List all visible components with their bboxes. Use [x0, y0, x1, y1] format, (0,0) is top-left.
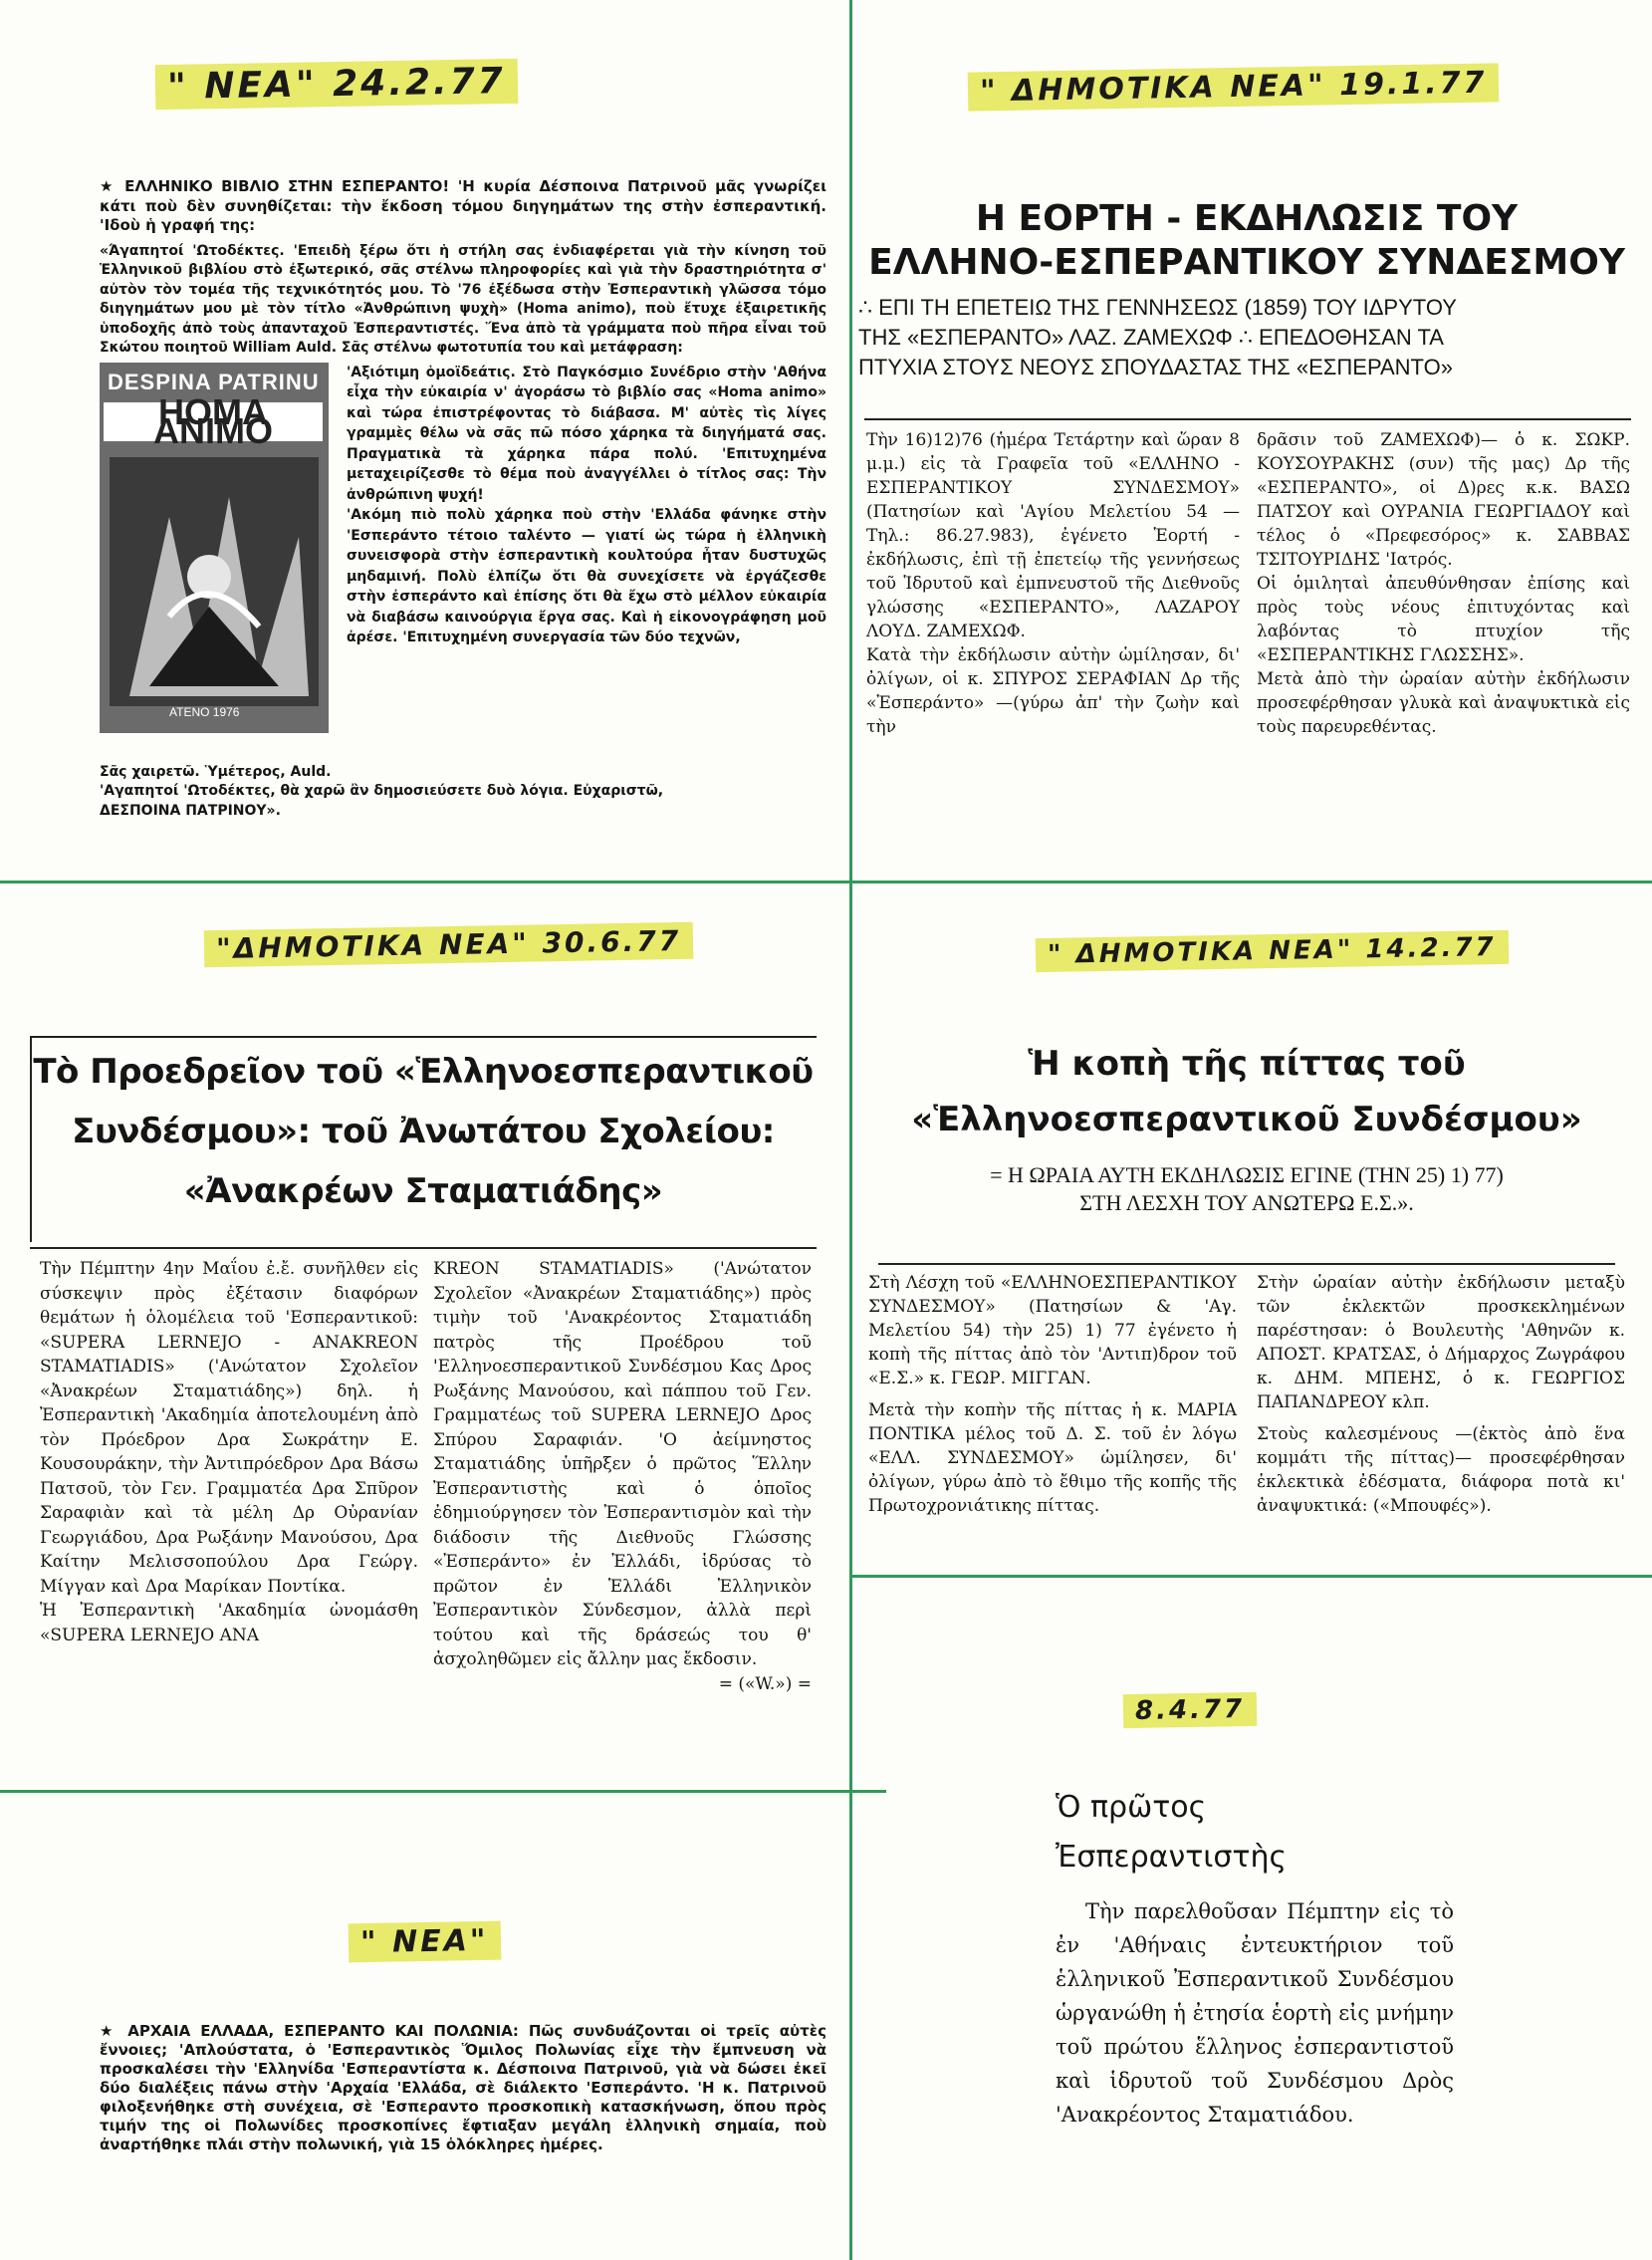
clip-closing: Σᾶς χαιρετῶ. Ὑμέτερος, Auld. — [100, 763, 332, 780]
article-headline-line2: Συνδέσμου»: τοῦ Ἀνωτάτου Σχολείου: — [72, 1112, 775, 1151]
clip-date-label: 8.4.77 — [1123, 1692, 1258, 1728]
clip-headline: ★ ΑΡΧΑΙΑ ΕΛΛΑΔΑ, ΕΣΠΕΡΑΝΤΟ ΚΑΙ ΠΟΛΩΝΙΑ: — [100, 2022, 519, 2040]
article-subhead-1: ∴ ΕΠΙ ΤΗ ΕΠΕΤΕΙΩ ΤΗΣ ΓΕΝΝΗΣΕΩΣ (1859) ΤΟΥ ΙΔΡΥΤΟΥ — [858, 295, 1457, 320]
article-headline-line1: Η ΕΟΡΤΗ - ΕΚΔΗΛΩΣΙΣ ΤΟΥ — [975, 198, 1519, 239]
clip-paragraph: «Άγαπητοί 'Ωτοδέκτες. 'Επειδὴ ξέρω ὅτι ἡ στήλη σας ἐνδιαφέρεται γιὰ τὴν κίνηση τοῦ Ἑλληνικοῦ βιβλίου στὸ ἐξωτερικό, σᾶς στέλνω πληροφορίες καὶ γιὰ τὴν δραστηριότητα σ' αὐτὸν τὸν τομέα τῆς τεχνικότητός μου. Τὸ '76 ἐξέδωσα στὴν Ἐσπεραντικὴ γλῶσσα τόμο διηγημάτων μου μὲ τὸν τίτλο «Ἀνθρώπινη ψυχὴ» (Homa animo), ποὺ ἔτυχε ἐξαιρετικῆς ὑποδοχῆς ἀπὸ τοὺς ἀπανταχοῦ Ἐσπεραντιστές. Ἕνα ἀπὸ τὰ γράμματα ποὺ πῆρα εἶναι τοῦ Σκώτου ποιητοῦ William Auld. Σᾶς στέλνω φωτοτυπία του καὶ μετάφραση: — [100, 242, 826, 356]
article-col1: Τὴν 16)12)76 (ἡμέρα Τετάρτην καὶ ὥραν 8 μ.μ.) εἰς τὰ Γραφεῖα τοῦ «ΕΛΛΗΝΟ - ΕΣΠΕΡΑΝΤΙΚΟΥ ΣΥΝΔΕΣΜΟΥ» (Πατησίων καὶ 'Αγίου Μελετίου 54 — Τηλ.: 86.27.983), ἐγένετο Ἑορτή - ἐκδήλωσις, ἐπὶ τῇ ἐπετείῳ τῆς γεννήσεως τοῦ Ἱδρυτοῦ καὶ ἐμπνευστοῦ τῆς Διεθνοῦς γλώσσης «ΕΣΠΕΡΑΝΤΟ», ΛΑΖΑΡΟΥ ΛΟΥΔ. ΖΑΜΕΧΩΦ. — [866, 430, 1240, 641]
clip-date-label: " ΝΕΑ" — [349, 1921, 501, 1963]
article-col1: Τὴν Πέμπτην 4ην Μαΐου ἐ.ἔ. συνῆλθεν εἰς σύσκεψιν πρὸς ἐξέτασιν διαφόρων θεμάτων ἡ ὁλομέλεια τοῦ 'Εσπεραντικοῦ: «SUPERA LERNEJO - ANAKREON STAMATIADIS» ('Ανώτατον Σχολεῖον «Ἀνακρέων Σταματιάδης») δηλ. ἡ Ἐσπεραντικὴ 'Ακαδημία ἀποτελουμένη ἀπὸ τὸν Πρόεδρον Δρα Σωκράτην Ε. Κουσουράκην, τὴν Ἀντιπρόεδρον Δρα Βάσω Πατσοῦ, τὸν Γεν. Γραμματέα Δρα Σπῦρον Σαραφιὰν καὶ τὰ μέλη Δρ Οὐρανίαν Γεωργιάδου, Δρα Ρωξάνην Μανούσου, Δρα Καίτην Μελισσοπούλου Δρα Γεώργ. Μίγγαν καὶ Δρα Μαρίκαν Ποντίκα. — [40, 1259, 418, 1597]
article-subhead-1: = Η ΩΡΑΙΑ ΑΥΤΗ ΕΚΔΗΛΩΣΙΣ ΕΓΙΝΕ (ΤΗΝ 25) 1) 77) — [990, 1162, 1504, 1187]
article-col2: Στὴν ὡραίαν αὐτὴν ἐκδήλωσιν μεταξὺ τῶν ἐκλεκτῶν προσκεκλημένων παρέστησαν: ὁ Βουλευτὴς 'Αθηνῶν κ. ΑΠΟΣΤ. ΚΡΑΤΣΑΣ, ὁ Δήμαρχος Ζωγράφου κ. ΔΗΜ. ΜΠΕΗΣ, ὁ κ. ΓΕΩΡΓΙΟΣ ΠΑΠΑΝΔΡΕΟΥ κλπ. — [1257, 1273, 1625, 1412]
clip-date-label: " ΔΗΜΟΤΙΚΑ ΝΕΑ" 19.1.77 — [968, 63, 1500, 111]
article-col1-2: Ἡ Ἐσπεραντικὴ 'Ακαδημία ὠνομάσθη «SUPERA LERNEJO ANA — [40, 1601, 418, 1645]
article-subhead-2: ΣΤΗ ΛΕΣΧΗ ΤΟΥ ΑΝΩΤΕΡΩ Ε.Σ.». — [1079, 1190, 1414, 1215]
horizontal-divider-bottom-right — [849, 1575, 1652, 1578]
article-col2-2: Οἱ ὁμιληταὶ ἀπευθύνθησαν ἐπίσης καὶ πρὸς τοὺς νέους ἐπιτυχόντας καὶ λαβόντας τὸ πτυχίον τῆς «ΕΣΠΕΡΑΝΤΙΚΗΣ ΓΛΩΣΣΗΣ». — [1257, 574, 1630, 665]
book-footer: ATENO 1976 — [169, 705, 240, 719]
clip-nea-2 — [100, 2022, 826, 2221]
article-col1-2: Κατὰ τὴν ἐκδήλωσιν αὐτὴν ὡμίλησαν, δι' ὀλίγων, οἱ κ. ΣΠΥΡΟΣ ΣΕΡΑΦΙΑΝ Δρ τῆς «Ἐσπεράντο» —(γύρω ἀπ' τὴν ζωὴν καὶ τὴν — [866, 645, 1240, 737]
clip-body: Τὴν παρελθοῦσαν Πέμπτην εἰς τὸ ἐν 'Αθήναις ἐντευκτήριον τοῦ ἑλληνικοῦ Ἐσπεραντικοῦ Συνδέσμου ὡργανώθη ἡ ἐτησία ἑορτὴ εἰς μνήμην τοῦ πρώτου ἕλληνος ἐσπεραντιστοῦ καὶ ἱδρυτοῦ τοῦ Συνδέσμου Δρὸς 'Ανακρέοντος Σταματιάδου. — [1056, 1899, 1454, 2127]
article-headline-line2: Ἐσπεραντιστὴς — [1056, 1840, 1288, 1875]
article-subhead-2: ΤΗΣ «ΕΣΠΕΡΑΝΤΟ» ΛΑΖ. ΖΑΜΕΧΩΦ ∴ ΕΠΕΔΟΘΗΣΑΝ ΤΑ — [858, 325, 1444, 350]
clip-dimotika-nea-2 — [30, 1036, 817, 1763]
rule — [864, 418, 1631, 420]
article-col2-3: Μετὰ ἀπὸ τὴν ὡραίαν αὐτὴν ἐκδήλωσιν προσεφέρθησαν γλυκὰ καὶ ἀναψυκτικὰ εἰς τοὺς παρευρεθέντας. — [1257, 669, 1630, 737]
horizontal-divider-bottom-left — [0, 1790, 886, 1793]
book-cover-image — [100, 363, 329, 733]
article-headline-line2: «Ἑλληνοεσπεραντικοῦ Συνδέσμου» — [911, 1100, 1582, 1139]
clip-article-first-esperantist — [1056, 1783, 1454, 2251]
clip-body: Πῶς συνδυάζονται οἱ τρεῖς αὐτὲς ἔννοιες; 'Απλούστατα, ὁ 'Εσπεραντικὸς Ὅμιλος Πολωνίας εἶχε τὴν ἔμπνευση νὰ προσκαλέσει τὴν 'Ελληνίδα 'Εσπεραντίστα κ. Δέσποινα Πατρινοῦ, γιὰ νὰ δώσει ἐκεῖ δύο διαλέξεις πάνω στὴν 'Αρχαία 'Ελλάδα, σὲ διάλεκτο 'Εσπεράντο. 'Η κ. Πατρινοῦ φιλοξενήθηκε στὴ συνέχεια, σὲ 'Εσπεραντο προσκοπικὴ κατασκήνωση, ὅπου πρὸς τιμήν της οἱ Πολωνίδες προσκοπίνες ἔφτιαξαν μεγάλη ἑλληνικὴ σημαία, ποὺ ἀναρτήθηκε πλάι στὴν πολωνική, γιὰ 15 ὁλόκληρες ἡμέρες. — [100, 2022, 826, 2153]
article-col2: δρᾶσιν τοῦ ΖΑΜΕΧΩΦ)— ὁ κ. ΣΩΚΡ. ΚΟΥΣΟΥΡΑΚΗΣ (συν) τῆς μας) Δρ τῆς «ΕΣΠΕΡΑΝΤΟ», οἱ Δ)ρες κ.κ. ΒΑΣΩ ΠΑΤΣΟΥ καὶ ΟΥΡΑΝΙΑ ΓΕΩΡΓΙΑΔΟΥ καὶ τέλος ὁ «Πρεφεσόρος» κ. ΣΑΒΒΑΣ ΤΣΙΤΟΥΡΙΔΗΣ 'Ιατρός. — [1257, 430, 1630, 570]
article-signature: = («W.») = — [718, 1673, 812, 1694]
article-headline-line2: ΕΛΛΗΝΟ-ΕΣΠΕΡΑΝΤΙΚΟΥ ΣΥΝΔΕΣΜΟΥ — [868, 242, 1625, 283]
clip-date-label: " ΔΗΜΟΤΙΚΑ ΝΕΑ" 14.2.77 — [1036, 930, 1509, 972]
letter-text-2: 'Ακόμη πιὸ πολὺ χάρηκα ποὺ στὴν 'Ελλάδα φάνηκε στὴν 'Εσπεράντο τέτοιο ταλέντο — γιατί ὡς τώρα ἡ ἑλληνικὴ συνεισφορὰ στὴν ἐσπεραντικὴ κουλτούρα ἦταν δυστυχῶς μηδαμινή. Πολὺ ἐλπίζω ὅτι θὰ συνεχίσετε νὰ ἐργάζεσθε στὴν ἐσπεράντο καὶ ἐπίσης ὅτι θὰ ἔχω στὸ μέλλον εὐκαιρία νὰ διαβάσω καινούργια ἔργα σας. Καὶ ἡ εἰκονογράφηση μοῦ ἀρέσε. 'Επιτυχημένη συνεργασία τῶν δύο τεχνῶν, — [347, 507, 826, 645]
clip-dimotika-nea-3 — [858, 1036, 1635, 1554]
clip-dimotika-nea-1 — [858, 197, 1635, 835]
book-author: DESPINA PATRINU — [108, 369, 320, 394]
article-headline-line3: «Ἀνακρέων Σταματιάδης» — [183, 1171, 663, 1211]
article-headline-line1: Ὁ πρῶτος — [1056, 1790, 1207, 1825]
article-col1: Στὴ Λέσχη τοῦ «ΕΛΛΗΝΟΕΣΠΕΡΑΝΤΙΚΟΥ ΣΥΝΔΕΣΜΟΥ» (Πατησίων & 'Αγ. Μελετίου 54) τὴν 25) 1) 77 ἐγένετο ἡ κοπὴ τῆς πίττας ἀπὸ τὸν 'Αντιπ)δρον τοῦ «Ε.Σ.» κ. ΓΕΩΡ. ΜΙΓΓΑΝ. — [868, 1273, 1237, 1388]
clip-date-label: "ΔΗΜΟΤΙΚΑ ΝΕΑ" 30.6.77 — [204, 922, 694, 968]
article-headline-line1: Τὸ Προεδρεῖον τοῦ «Ἑλληνοεσπεραντικοῦ — [33, 1052, 814, 1092]
vertical-divider — [849, 0, 852, 2260]
book-illustration-icon — [110, 457, 319, 706]
article-headline-line1: Ἡ κοπὴ τῆς πίττας τοῦ — [1028, 1044, 1466, 1084]
clip-signature: ΔΕΣΠΟΙΝΑ ΠΑΤΡΙΝΟΥ». — [100, 802, 281, 819]
clip-date-label: " ΝΕΑ" 24.2.77 — [155, 59, 518, 110]
article-subhead-3: ΠΤΥΧΙΑ ΣΤΟΥΣ ΝΕΟΥΣ ΣΠΟΥΔΑΣΤΑΣ ΤΗΣ «ΕΣΠΕΡΑΝΤΟ» — [858, 355, 1453, 379]
article-col2: KREON STAMATIADIS» ('Ανώτατον Σχολεῖον «Ἀνακρέων Σταματιάδης») πρὸς τιμὴν τοῦ 'Ανακρέοντος Σταματιάδη πατρὸς τῆς Προέδρου τοῦ 'Ελληνοεσπεραντικοῦ Συνδέσμου Κας Δρος Ρωξάνης Μανούσου, καὶ πάππου τοῦ Γεν. Γραμματέως τοῦ SUPERA LERNEJO Δρος Σπύρου Σαραφιάν. 'Ο ἀείμνηστος Σταματιάδης ὑπῆρξεν ὁ πρῶτος Ἕλλην Ἐσπεραντιστὴς καὶ ὁ ὁποῖος ἐδημιούργησεν τὸν Ἐσπεραντισμὸν καὶ τὴν διάδοσιν τῆς Διεθνοῦς Γλώσσης «Ἐσπεράντο» ἐν Ἑλλάδι, ἱδρύσας τὸ πρῶτον ἐν Ἑλλάδι Ἑλληνικὸν Ἐσπεραντικὸν Σύνδεσμον, ἀλλὰ περὶ τούτου καὶ τῆς δράσεώς του θ' ἀσχοληθῶμεν εἰς ἄλλην μας ἔκδοσιν. — [433, 1259, 812, 1669]
article-col2-2: Στοὺς καλεσμένους —(ἐκτὸς ἀπὸ ἕνα κομμάτι τῆς πίττας)— προσεφέρθησαν ἐκλεκτικὰ ἐδέσματα, διάφορα ποτὰ κι' ἀναψυκτικά: («Μπουφές»). — [1257, 1424, 1625, 1516]
horizontal-divider-top — [0, 880, 1652, 883]
clip-closing-2: 'Αγαπητοί 'Ωτοδέκτες, θὰ χαρῶ ἂν δημοσιεύσετε δυὸ λόγια. Εὐχαριστῶ, — [100, 783, 664, 799]
book-title: HOMA ANIMO — [104, 402, 323, 441]
letter-text: 'Αξιότιμη ὁμοϊδεάτις. Στὸ Παγκόσμιο Συνέδριο στὴν 'Αθήνα εἶχα τὴν εὐκαιρία ν' ἀγοράσω τὸ βιβλίο σας «Homa animo» καὶ τώρα ἐπιστρέφοντας τὸ διάβασα. Μ' αὐτὲς τὶς λίγες γραμμὲς θέλω νὰ σᾶς πῶ πόσο χάρηκα τὰ διηγήματά σας. Πραγματικὰ τὰ χάρηκα πάρα πολύ. 'Επιτυχημένα μεταχειρίζεσθε τὸ θέμα ποὺ ἀναγγέλλει ὁ τίτλος σας: Τὴν ἀνθρώπινη ψυχή! — [347, 364, 826, 503]
clip-intro: 'Η κυρία Δέσποινα Πατρινοῦ μᾶς γνωρίζει κάτι ποὺ δὲν συνηθίζεται: τὴν ἔκδοση τόμου διηγημάτων της στὴν ἐσπεραντική. 'Ιδοὺ ἡ γραφή της: — [100, 177, 826, 234]
article-col1-2: Μετὰ τὴν κοπὴν τῆς πίττας ἡ κ. ΜΑΡΙΑ ΠΟΝΤΙΚΑ μέλος τοῦ Δ. Σ. τοῦ ἐν λόγω «ΕΛΛ. ΣΥΝΔΕΣΜΟΥ» ὡμίλησεν, δι' ὀλίγων, γύρω ἀπὸ τὸ ἔθιμο τῆς κοπῆς τῆς Πρωτοχρονιάτικης πίττας. — [868, 1400, 1237, 1516]
clip-headline: ★ ΕΛΛΗΝΙΚΟ ΒΙΒΛΙΟ ΣΤΗΝ ΕΣΠΕΡΑΝΤΟ! — [100, 177, 450, 195]
clip-nea-1 — [100, 177, 826, 865]
